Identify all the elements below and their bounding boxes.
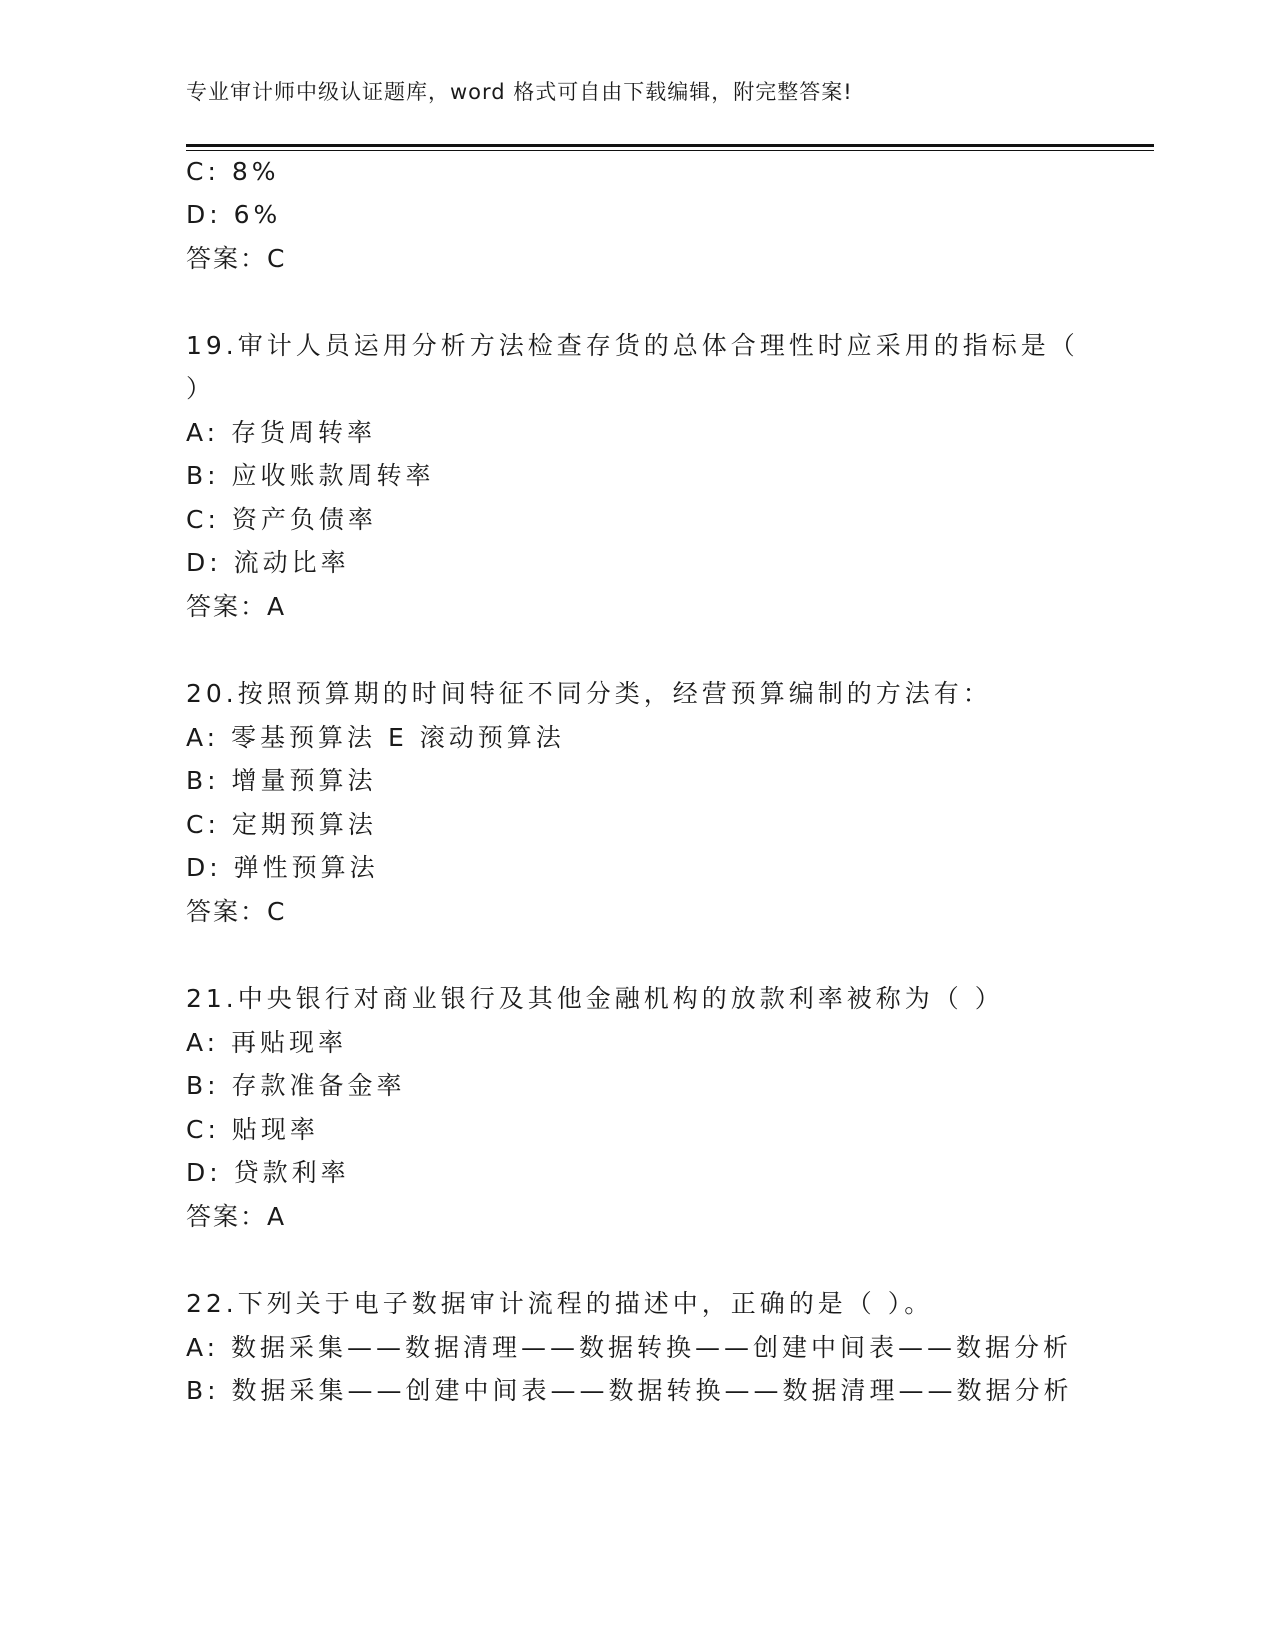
- question-21: 21.中央银行对商业银行及其他金融机构的放款利率被称为（ ）: [186, 984, 1004, 1013]
- question-19-option-c: C: 资产负债率: [186, 505, 377, 534]
- question-21-option-d: D: 贷款利率: [186, 1158, 350, 1187]
- question-19-continued: ）: [186, 374, 216, 403]
- question-21-option-b: B: 存款准备金率: [186, 1071, 406, 1100]
- question-21-option-c: C: 贴现率: [186, 1115, 319, 1144]
- question-19: 19.审计人员运用分析方法检查存货的总体合理性时应采用的指标是（: [186, 331, 1079, 360]
- header-divider-thick: [186, 144, 1154, 147]
- question-21-option-a: A: 再贴现率: [186, 1028, 348, 1057]
- option-d: D: 6%: [186, 200, 282, 229]
- option-c: C: 8%: [186, 157, 280, 186]
- page-header: 专业审计师中级认证题库，word 格式可自由下载编辑，附完整答案!: [186, 80, 853, 104]
- question-22-option-a: A: 数据采集——数据清理——数据转换——创建中间表——数据分析: [186, 1333, 1073, 1362]
- question-20-option-a: A: 零基预算法 E 滚动预算法: [186, 723, 565, 752]
- question-20-option-c: C: 定期预算法: [186, 810, 377, 839]
- question-19-answer: 答案：A: [186, 592, 287, 621]
- answer: 答案：C: [186, 244, 287, 273]
- question-20-option-d: D: 弹性预算法: [186, 853, 379, 882]
- question-20-answer: 答案：C: [186, 897, 287, 926]
- question-22: 22.下列关于电子数据审计流程的描述中，正确的是（ ）。: [186, 1289, 934, 1318]
- question-22-option-b: B: 数据采集——创建中间表——数据转换——数据清理——数据分析: [186, 1376, 1073, 1405]
- question-20: 20.按照预算期的时间特征不同分类，经营预算编制的方法有：: [186, 679, 992, 708]
- question-20-option-b: B: 增量预算法: [186, 766, 377, 795]
- question-19-option-b: B: 应收账款周转率: [186, 461, 435, 490]
- question-19-option-d: D: 流动比率: [186, 548, 350, 577]
- question-19-option-a: A: 存货周转率: [186, 418, 377, 447]
- question-21-answer: 答案：A: [186, 1202, 287, 1231]
- header-divider-thin: [186, 150, 1154, 151]
